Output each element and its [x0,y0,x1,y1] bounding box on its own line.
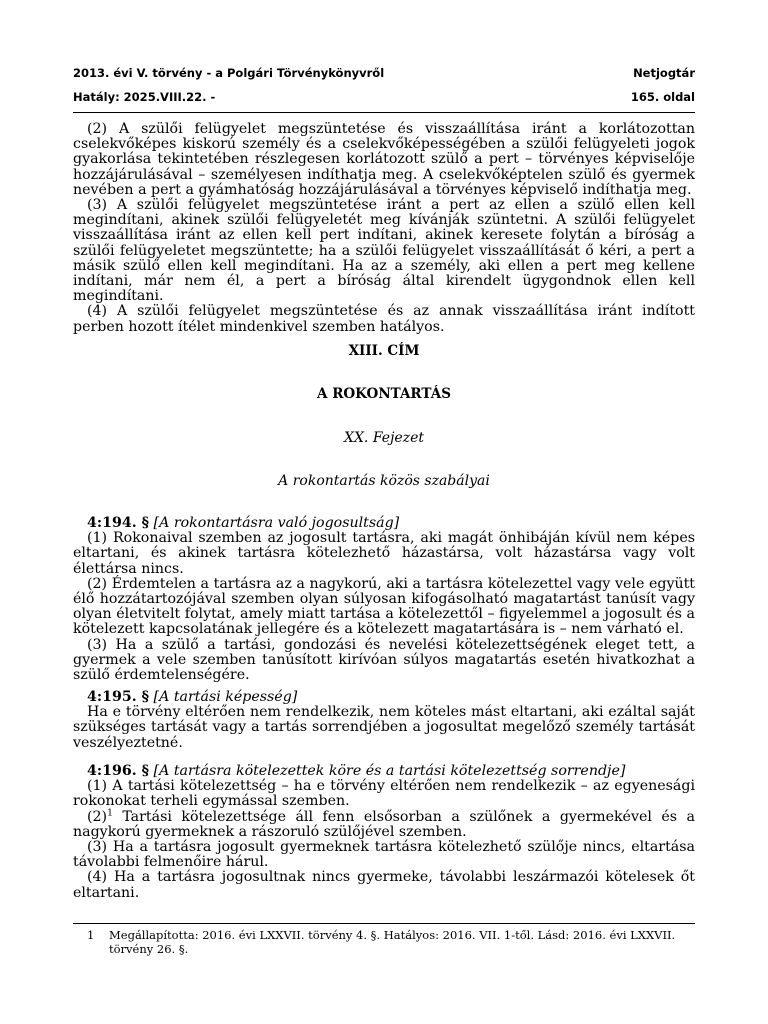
section-heading [73,516,695,531]
section-heading [73,690,695,705]
cim-title: A ROKONTARTÁS [317,386,451,402]
paragraph: (1) A tartási kötelezettség – ha e törvény eltérően nem rendelkezik – az egyenesági rokonokat terheli egymással szemben. [73,778,695,810]
chapter-title: A rokontartás közös szabályai [278,473,490,489]
section-heading [73,764,695,779]
footnote-text: Megállapította: 2016. évi LXXVII. törvény 4. §. Hatályos: 2016. VII. 1-től. Lásd: 2016. évi LXXVII. törvény 26. §. [109,928,676,956]
running-header-top [73,66,695,80]
paragraph-number: (2) [87,808,108,825]
section-number: 4:196. § [87,763,150,779]
section-number: 4:195. § [87,689,150,705]
paragraph: (3) Ha a szülő a tartási, gondozási és nevelési kötelezettségének eleget tett, a gyermek a vele szemben tanúsított kirívóan súlyos magatartás esetén hivatkozhat a szülő érdemtelenségére. [73,636,695,684]
paragraph: (2) A szülői felügyelet megszüntetése és visszaállítása iránt a korlátozottan cselekvőképes kiskorú személy és a cselekvőképességében a szülői felügyeleti jogok gyakorlása tekintetében részlegesen korlátozott szülő a pert – törvényes képviselője hozzájárulásával – személyesen indíthatja meg. A cselekvőképtelen szülő és gyermek nevében a pert a gyámhatóság hozzájárulásával a törvényes képviselő indíthatja meg. [73,121,695,198]
paragraph [73,807,695,840]
section-title: [A tartásra kötelezettek köre és a tartási kötelezettség sorrendje] [153,763,626,779]
section-195 [73,690,695,751]
paragraph: (1) Rokonaival szemben az jogosult tartásra, aki magát önhibáján kívül nem képes eltartani, és akinek tartásra kötelezhető házastársa, volt házastársa vagy volt élettársa nincs. [73,530,695,577]
paragraph: (2) Érdemtelen a tartásra az a nagykorú, aki a tartásra kötelezettel vagy vele együtt élő hozzátartozójával szemben olyan súlyosan kifogásolható magatartást tanúsít vagy olyan életvitelt folytat, amely miatt tartása a kötelezettől – figyelemmel a jogosult és a kötelezett kapcsolatának jellegére és a kötelezett magatartására is – nem várható el. [73,575,695,638]
paragraph-text: Tartási kötelezettsége áll fenn elsősorban a szülőnek a gyermekével és a nagykorú gyermeknek a rászoruló szülőjével szemben. [73,808,695,840]
paragraph: (4) A szülői felügyelet megszüntetése és az annak visszaállítása iránt indított perben hozott ítélet mindenkivel szemben hatályos. [73,303,695,335]
footnote-reference[interactable]: 1 [107,807,113,818]
document-page [73,0,695,1024]
paragraph: (3) A szülői felügyelet megszüntetése iránt a pert az ellen a szülő ellen kell megindítani, akinek szülői felügyeletét meg kívánják szüntetni. A szülői felügyelet visszaállítása iránt az ellen kell pert indítani, akinek keresete folytán a bíróság a szülői felügyeletet megszüntette; ha a szülői felügyelet visszaállítását ő kéri, a pert a másik szülő ellen kell megindítani. Ha az a személy, aki ellen a pert meg kellene indítani, már nem él, a pert a bíróság által kirendelt ügygondnok ellen kell megindítani. [73,197,695,305]
paragraph: (4) Ha a tartásra jogosultnak nincs gyermeke, távolabbi leszármazói kötelesek őt eltartani. [73,869,695,901]
top-paragraphs [73,122,695,335]
section-196 [73,764,695,901]
effective-date: Hatály: 2025.VIII.22. - [73,90,216,104]
paragraph: (3) Ha a tartásra jogosult gyermeknek tartásra kötelezhető szülője nincs, eltartása távolabbi felmenőire hárul. [73,839,695,871]
cim-number: XIII. CÍM [348,343,420,359]
section-title: [A tartási képesség] [153,689,298,705]
footnote-number: 1 [87,928,95,942]
section-194 [73,516,695,683]
header-rule [73,112,695,113]
running-header-bottom [73,90,695,104]
paragraph: Ha e törvény eltérően nem rendelkezik, nem köteles mást eltartani, aki ezáltal saját szükséges tartását vagy a tartás sorrendjében a jogosultat megelőző személy tartását veszélyeztetné. [73,704,695,751]
section-title: [A rokontartásra való jogosultság] [153,515,400,531]
law-title: 2013. évi V. törvény - a Polgári Törvénykönyvről [73,66,385,80]
chapter-number: XX. Fejezet [344,430,424,446]
footnote [73,929,695,956]
page-number: 165. oldal [630,90,695,104]
footnote-rule [73,923,695,924]
section-number: 4:194. § [87,515,150,531]
site-name: Netjogtár [633,66,695,80]
